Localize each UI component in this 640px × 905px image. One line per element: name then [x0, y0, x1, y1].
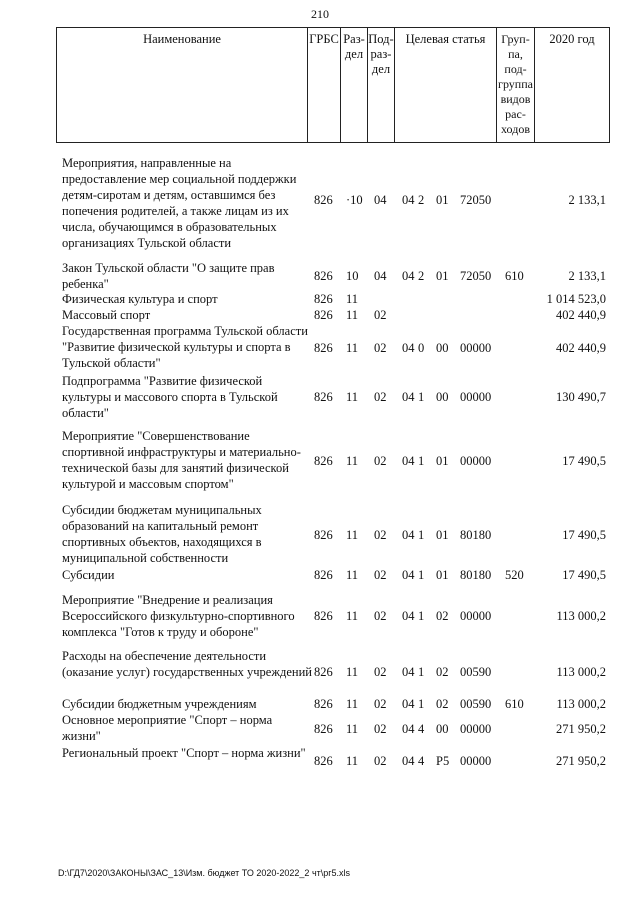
row-amt: 113 000,2	[556, 665, 606, 679]
row-c2: 1	[418, 697, 425, 711]
row-amt: 17 490,5	[562, 568, 606, 582]
row-pod: 02	[374, 308, 387, 322]
row-razd: ·10	[346, 193, 363, 207]
row-c4: 80180	[460, 528, 492, 542]
row-c4: 72050	[460, 193, 492, 207]
row-pod: 02	[374, 609, 387, 623]
row-vid: 520	[505, 568, 524, 582]
row-pod: 02	[374, 528, 387, 542]
file-path-footer: D:\ГД7\2020\ЗАКОНЫ\ЗАС_13\Изм. бюджет ТО 2020-2022_2 чт\рг5.xls	[58, 868, 351, 878]
row-pod: 02	[374, 568, 387, 582]
row-c1: 04	[402, 341, 415, 355]
row-name: Физическая культура и спорт	[62, 292, 218, 306]
row-razd: 11	[346, 341, 359, 355]
row-c2: 0	[418, 341, 425, 355]
row-amt: 113 000,2	[556, 609, 606, 623]
row-c3: 02	[436, 697, 449, 711]
row-name: Региональный проект "Спорт – норма жизни"	[62, 746, 306, 760]
row-amt: 2 133,1	[568, 193, 606, 207]
header-name: Наименование	[57, 28, 308, 142]
row-c2: 4	[418, 722, 425, 736]
row-amt: 1 014 523,0	[546, 292, 606, 306]
row-c3: 01	[436, 269, 449, 283]
row-c3: 01	[436, 568, 449, 582]
row-c1: 04	[402, 697, 415, 711]
row-razd: 11	[346, 308, 359, 322]
row-razd: 11	[346, 292, 359, 306]
row-amt: 271 950,2	[556, 754, 606, 768]
row-c2: 1	[418, 390, 425, 404]
row-razd: 11	[346, 722, 359, 736]
header-vid: Груп- па, под- группа видов рас- ходов	[497, 28, 535, 142]
row-c3: 00	[436, 390, 449, 404]
row-name: Массовый спорт	[62, 308, 151, 322]
row-amt: 2 133,1	[568, 269, 606, 283]
row-c1: 04	[402, 454, 415, 468]
row-razd: 10	[346, 269, 359, 283]
row-c1: 04	[402, 722, 415, 736]
row-c3: 01	[436, 454, 449, 468]
row-c4: 72050	[460, 269, 492, 283]
row-pod: 02	[374, 754, 387, 768]
row-c4: 00000	[460, 722, 492, 736]
row-razd: 11	[346, 454, 359, 468]
row-name: Подпрограмма "Развитие физической культуры и массового спорта в Тульской области"	[62, 374, 278, 420]
row-name: Субсидии бюджетам муниципальных образований на капитальный ремонт спортивных объектов, находящихся в муниципальной собственности	[62, 503, 262, 565]
row-pod: 02	[374, 722, 387, 736]
row-c3: 02	[436, 665, 449, 679]
row-name: Расходы на обеспечение деятельности (оказание услуг) государственных учреждений	[62, 649, 312, 679]
row-name: Государственная программа Тульской области "Развитие физической культуры и спорта в Тульской области"	[62, 324, 308, 370]
row-amt: 17 490,5	[562, 528, 606, 542]
row-razd: 11	[346, 609, 359, 623]
row-c3: 01	[436, 193, 449, 207]
row-grbs: 826	[314, 390, 333, 404]
row-c3: 00	[436, 341, 449, 355]
row-grbs: 826	[314, 754, 333, 768]
row-c2: 1	[418, 528, 425, 542]
row-grbs: 826	[314, 292, 333, 306]
row-razd: 11	[346, 665, 359, 679]
row-pod: 04	[374, 269, 387, 283]
row-amt: 130 490,7	[556, 390, 606, 404]
header-podrazdel: Под- раз- дел	[368, 28, 395, 142]
row-c3: 02	[436, 609, 449, 623]
row-amt: 402 440,9	[556, 308, 606, 322]
row-razd: 11	[346, 568, 359, 582]
row-grbs: 826	[314, 528, 333, 542]
row-c4: 00000	[460, 609, 492, 623]
row-c1: 04	[402, 665, 415, 679]
row-pod: 04	[374, 193, 387, 207]
row-c2: 1	[418, 568, 425, 582]
header-year: 2020 год	[549, 32, 595, 46]
row-pod: 02	[374, 390, 387, 404]
header-target: Целевая статья	[395, 28, 497, 142]
row-vid: 610	[505, 269, 524, 283]
row-name: Субсидии бюджетным учреждениям	[62, 697, 257, 711]
row-c1: 04	[402, 609, 415, 623]
row-grbs: 826	[314, 722, 333, 736]
row-grbs: 826	[314, 609, 333, 623]
row-amt: 271 950,2	[556, 722, 606, 736]
row-c4: 00000	[460, 341, 492, 355]
row-c2: 1	[418, 609, 425, 623]
row-grbs: 826	[314, 193, 333, 207]
row-pod: 02	[374, 697, 387, 711]
row-c4: 00000	[460, 454, 492, 468]
row-c2: 1	[418, 665, 425, 679]
row-grbs: 826	[314, 697, 333, 711]
row-name: Субсидии	[62, 568, 115, 582]
row-c3: 01	[436, 528, 449, 542]
row-grbs: 826	[314, 341, 333, 355]
row-c4: 00590	[460, 697, 492, 711]
row-razd: 11	[346, 754, 359, 768]
row-name: Закон Тульской области "О защите прав ребенка"	[62, 261, 275, 291]
row-name: Основное мероприятие "Спорт – норма жизни"	[62, 713, 273, 743]
row-amt: 402 440,9	[556, 341, 606, 355]
row-amt: 17 490,5	[562, 454, 606, 468]
header-razdel: Раз- дел	[341, 28, 368, 142]
row-pod: 02	[374, 454, 387, 468]
row-grbs: 826	[314, 568, 333, 582]
row-grbs: 826	[314, 269, 333, 283]
row-razd: 11	[346, 697, 359, 711]
row-c2: 4	[418, 754, 425, 768]
row-pod: 02	[374, 341, 387, 355]
row-c3: P5	[436, 754, 450, 768]
row-grbs: 826	[314, 454, 333, 468]
row-amt: 113 000,2	[556, 697, 606, 711]
row-razd: 11	[346, 390, 359, 404]
row-c2: 2	[418, 193, 425, 207]
row-c2: 1	[418, 454, 425, 468]
row-c4: 00000	[460, 754, 492, 768]
row-c1: 04	[402, 754, 415, 768]
row-c1: 04	[402, 568, 415, 582]
row-name: Мероприятие "Внедрение и реализация Всероссийского физкультурно-спортивного комплекса "Готов к труду и обороне"	[62, 593, 295, 639]
row-grbs: 826	[314, 665, 333, 679]
row-c1: 04	[402, 269, 415, 283]
row-grbs: 826	[314, 308, 333, 322]
row-name: Мероприятия, направленные на предоставление мер социальной поддержки детям-сиротам и детям, оставшимся без попечения родителей, а также лицам из их числа, обучающимся в образовательных организациях Тульской области	[62, 156, 297, 250]
row-c1: 04	[402, 390, 415, 404]
row-c3: 00	[436, 722, 449, 736]
row-name: Мероприятие "Совершенствование спортивной инфраструктуры и материально-технической базы для занятий физической культурой и массовым спортом"	[62, 429, 301, 491]
row-pod: 02	[374, 665, 387, 679]
row-vid: 610	[505, 697, 524, 711]
row-c2: 2	[418, 269, 425, 283]
row-c4: 00000	[460, 390, 492, 404]
row-c1: 04	[402, 528, 415, 542]
row-c1: 04	[402, 193, 415, 207]
table-header	[56, 27, 610, 143]
row-c4: 00590	[460, 665, 492, 679]
row-razd: 11	[346, 528, 359, 542]
row-c4: 80180	[460, 568, 492, 582]
page-number: 210	[311, 7, 329, 21]
header-grbs: ГРБС	[308, 28, 341, 142]
